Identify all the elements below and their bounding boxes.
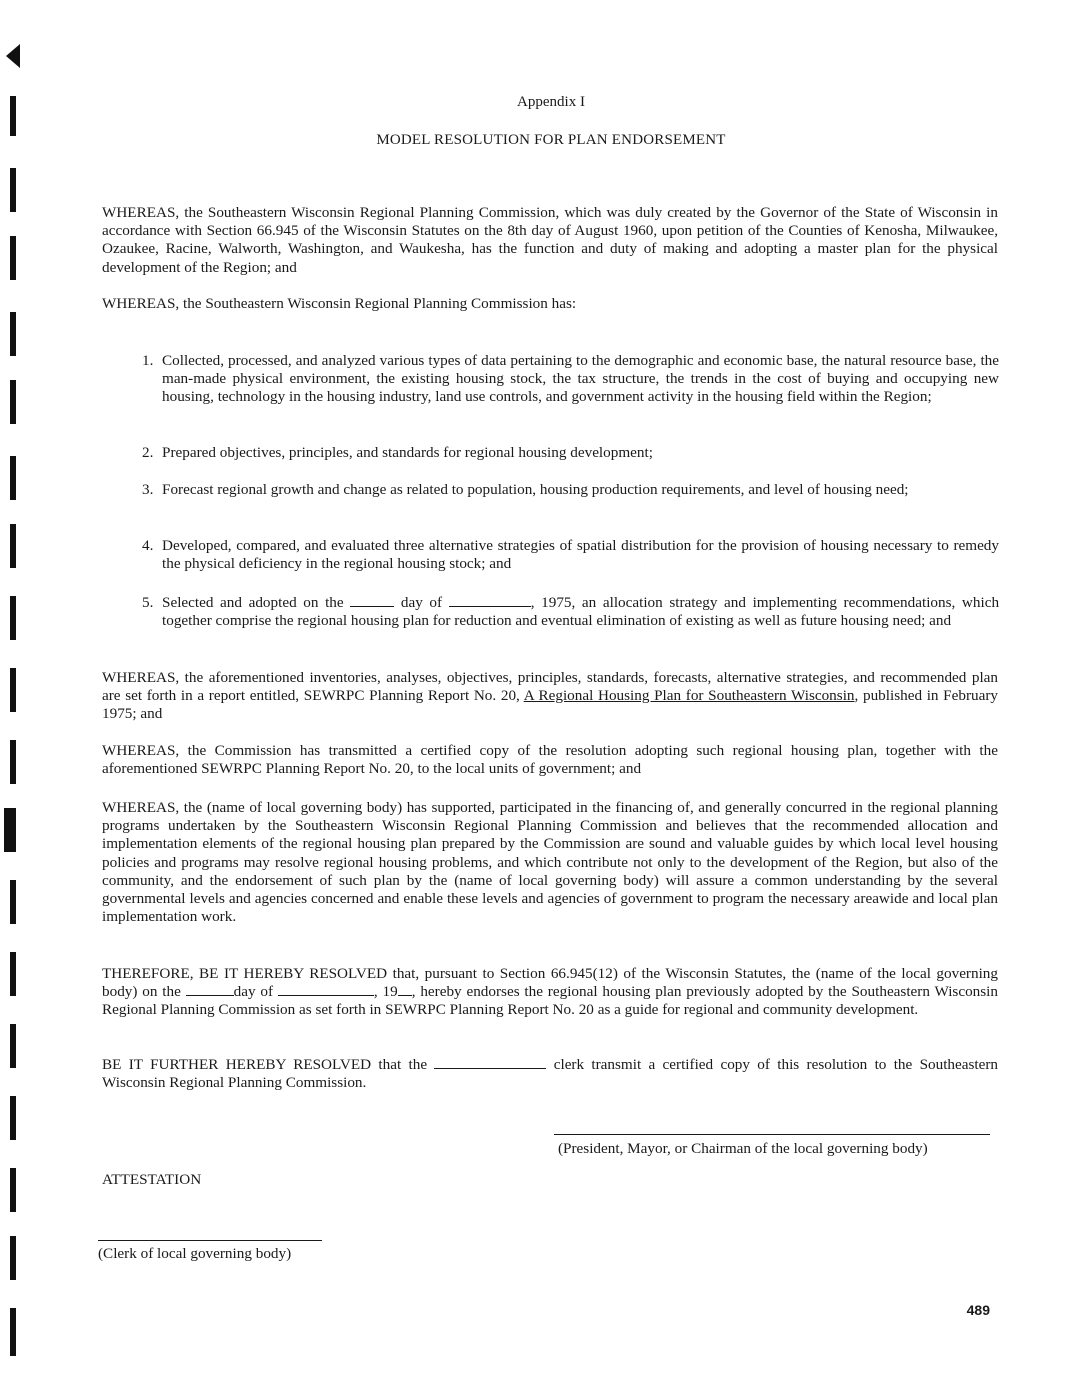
list-item-5 xyxy=(142,594,999,630)
list-item-text: Collected, processed, and analyzed various types of data pertaining to the demographic and economic base, the natural resource base, the man-made physical environment, the existing housing stock, the tax structure, the trends in the cost of buying and occupying new housing, technology in the housing industry, land use controls, and government activity in the housing field within the Region; xyxy=(162,352,999,406)
binding-bar xyxy=(10,456,16,500)
whereas-paragraph-2: WHEREAS, the Southeastern Wisconsin Regional Planning Commission has: xyxy=(102,295,577,312)
list-item-text: Prepared objectives, principles, and standards for regional housing development; xyxy=(162,444,653,461)
whereas-paragraph-5: WHEREAS, the (name of local governing body) has supported, participated in the financing of, and generally concurred in the regional planning programs undertaken by the Southeastern Wisconsin Regional Planning Commission and believes that the recommended allocation and implementation elements of the regional housing plan prepared by the Commission are sound and valuable guides by which local level housing policies and programs may resolve regional housing problems, and which contribute not only to the development of the Region, but also of the community, and the endorsement of such plan by the (name of local governing body) will assure a common understanding by the several governmental levels and agencies concerned and enable these levels and agencies of government to program the necessary areawide and local plan implementation work. xyxy=(102,799,998,926)
binding-bar xyxy=(10,740,16,784)
binding-bar xyxy=(10,380,16,424)
list-item-number: 2. xyxy=(142,444,154,461)
binding-triangle-mark xyxy=(6,44,20,68)
binding-bar xyxy=(10,312,16,356)
binding-bar xyxy=(10,236,16,280)
therefore-paragraph: THEREFORE, BE IT HEREBY RESOLVED that, pursuant to Section 66.945(12) of the Wisconsin Statutes, the (name of the local governing body) on the day of , 19 , hereby endorses the regional housing plan previously adopted by the Southeastern Wisconsin Regional Planning Commission as set forth in SEWRPC Planning Report No. 20 as a guide for regional and community development. xyxy=(102,965,998,1019)
binding-bar xyxy=(10,668,16,712)
president-signature-label: (President, Mayor, or Chairman of the local governing body) xyxy=(558,1140,928,1157)
day-blank[interactable] xyxy=(186,983,234,996)
list-item-number: 3. xyxy=(142,481,154,498)
president-signature-line[interactable] xyxy=(554,1134,990,1135)
further-resolved-paragraph: BE IT FURTHER HEREBY RESOLVED that the clerk transmit a certified copy of this resolution to the Southeastern Wisconsin Regional Planning Commission. xyxy=(102,1056,999,1092)
binding-bar xyxy=(10,1236,16,1280)
binding-bar xyxy=(10,96,16,136)
list-item-text: Developed, compared, and evaluated three alternative strategies of spatial distribution for the provision of housing necessary to remedy the physical deficiency in the regional housing stock; and xyxy=(162,537,999,573)
document-title: MODEL RESOLUTION FOR PLAN ENDORSEMENT xyxy=(376,132,726,148)
list-item-number: 1. xyxy=(142,352,154,369)
clerk-signature-line[interactable] xyxy=(98,1240,322,1241)
month-blank[interactable] xyxy=(449,594,531,607)
binding-bar xyxy=(10,524,16,568)
list-item-3 xyxy=(142,481,999,499)
appendix-label: Appendix I xyxy=(517,94,585,110)
month-blank[interactable] xyxy=(278,983,374,996)
binding-bar xyxy=(10,952,16,996)
page-number: 489 xyxy=(966,1302,990,1318)
binding-edge-marks xyxy=(0,0,40,1380)
binding-bar xyxy=(10,1308,16,1356)
list-item-number: 4. xyxy=(142,537,154,554)
binding-bar xyxy=(10,1168,16,1212)
attestation-heading: ATTESTATION xyxy=(102,1171,202,1188)
list-item-text: Selected and adopted on the day of , 1975, an allocation strategy and implementing recommendations, which together comprise the regional housing plan for reduction and eventual elimination of existing as well as future housing need; and xyxy=(162,594,1000,630)
binding-bar xyxy=(4,808,16,852)
year-blank[interactable] xyxy=(398,983,412,996)
binding-bar xyxy=(10,596,16,640)
report-title: A Regional Housing Plan for Southeastern Wisconsin xyxy=(523,687,855,705)
list-item-4 xyxy=(142,537,999,573)
list-item-1 xyxy=(142,352,999,407)
whereas-paragraph-3: WHEREAS, the aforementioned inventories, analyses, objectives, principles, standards, forecasts, alternative strategies, and recommended plan are set forth in a report entitled, SEWRPC Planning Report No. 20, A Regional Housing Plan for Southeastern Wisconsin, published in February 1975; and xyxy=(102,669,999,723)
whereas-paragraph-4: WHEREAS, the Commission has transmitted a certified copy of the resolution adopting such regional housing plan, together with the aforementioned SEWRPC Planning Report No. 20, to the local units of government; and xyxy=(102,742,998,778)
list-item-2 xyxy=(142,444,999,462)
binding-bar xyxy=(10,1024,16,1068)
binding-bar xyxy=(10,1096,16,1140)
day-blank[interactable] xyxy=(350,594,394,607)
binding-bar xyxy=(10,880,16,924)
list-item-text: Forecast regional growth and change as related to population, housing production requirements, and level of housing need; xyxy=(162,481,909,498)
list-item-number: 5. xyxy=(142,594,154,611)
municipality-blank[interactable] xyxy=(434,1056,546,1069)
clerk-signature-label: (Clerk of local governing body) xyxy=(98,1245,292,1262)
binding-bar xyxy=(10,168,16,212)
whereas-paragraph-1: WHEREAS, the Southeastern Wisconsin Regional Planning Commission, which was duly created by the Governor of the State of Wisconsin in accordance with Section 66.945 of the Wisconsin Statutes on the 8th day of August 1960, upon petition of the Counties of Kenosha, Milwaukee, Ozaukee, Racine, Walworth, Washington, and Waukesha, has the function and duty of making and adopting a master plan for the physical development of the Region; and xyxy=(102,204,998,276)
